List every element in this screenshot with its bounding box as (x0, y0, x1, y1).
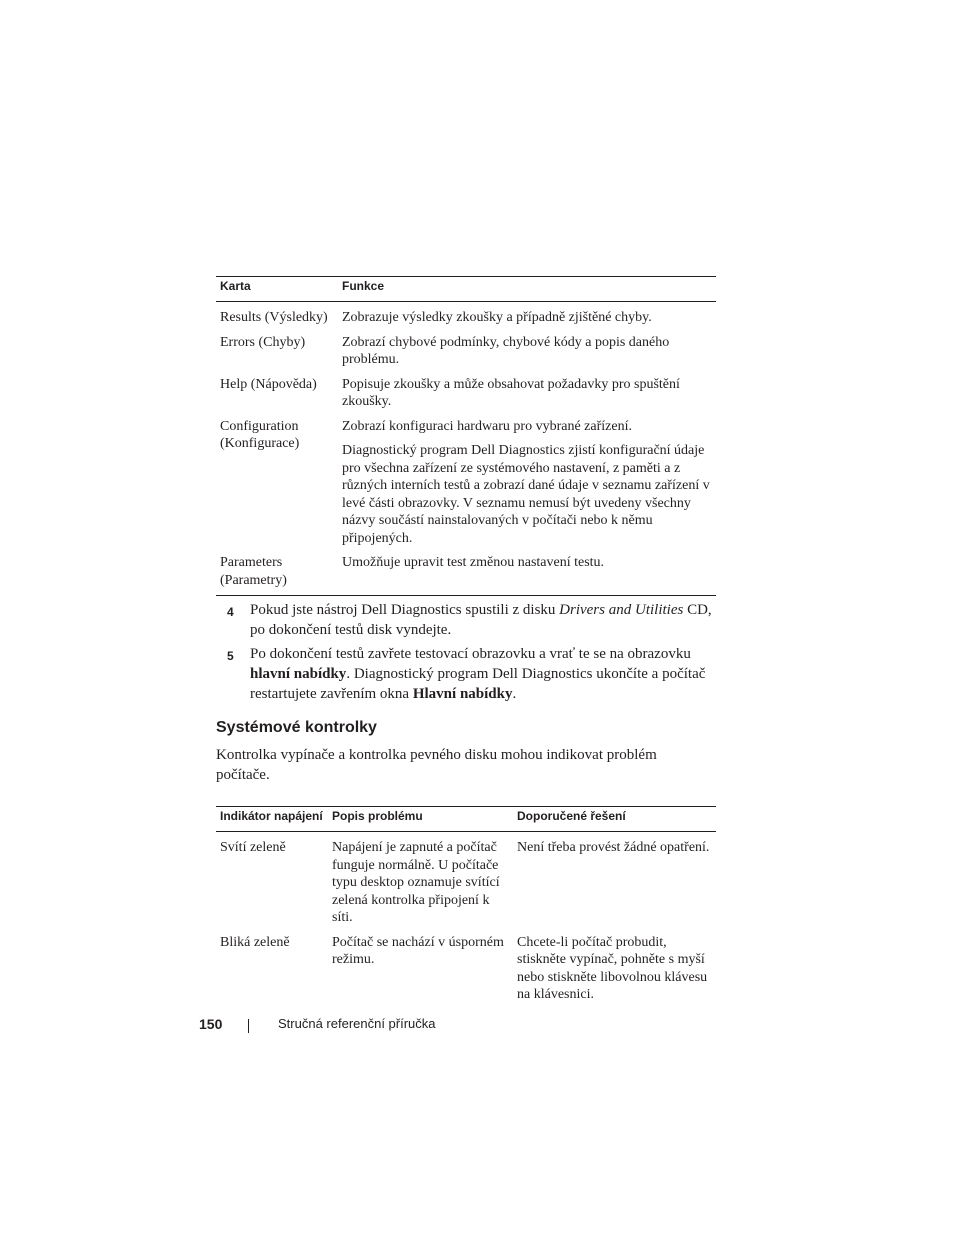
column-header: Funkce (338, 277, 716, 302)
power-indicator-cell: Svítí zeleně (220, 840, 286, 855)
table-header-row (216, 277, 716, 302)
recommended-solution-cell: Není třeba provést žádné opatření. (517, 840, 710, 855)
tabs-function-table (216, 276, 716, 596)
step-text-part: Pokud jste nástroj Dell Diagnostics spustili z disku (250, 602, 560, 618)
step-text-part: hlavní nabídky (250, 666, 347, 682)
column-header: Indikátor napájení (216, 807, 328, 832)
step-text-part: . (512, 686, 517, 702)
tab-function-cell (338, 376, 716, 418)
power-indicator-cell: Bliká zeleně (220, 934, 290, 950)
step-5 (216, 644, 726, 704)
problem-description-cell: Napájení je zapnuté a počítač funguje normálně. U počítače typu desktop oznamuje svítící zelená kontrolka připojení k síti. (332, 840, 500, 925)
table-header-row (216, 807, 716, 832)
footer-divider (248, 1019, 249, 1033)
table-row (216, 334, 716, 376)
page-number: 150 (199, 1016, 223, 1032)
table-row (216, 554, 716, 596)
tab-name-cell: Configuration (Konfigurace) (220, 418, 300, 451)
function-text: Zobrazí konfiguraci hardwaru pro vybrané zařízení. (342, 418, 632, 434)
step-number: 4 (227, 605, 234, 619)
system-lights-table (216, 806, 716, 1011)
tab-function-cell (338, 334, 716, 376)
step-number: 5 (227, 649, 234, 663)
tab-name-cell: Parameters (Parametry) (216, 554, 338, 596)
tab-name-cell: Errors (Chyby) (220, 334, 306, 350)
page-footer (0, 1016, 954, 1036)
tab-name-cell: Help (Nápověda) (220, 376, 317, 392)
table-row (216, 376, 716, 418)
step-text-part: CD, po dokončení testů disk vyndejte. (250, 602, 712, 638)
tab-function-cell (338, 418, 716, 555)
function-text: Diagnostický program Dell Diagnostics zjistí konfigurační údaje pro všechna zařízení ze systémového nastavení, z paměti a z různých interních testů a zobrazí dané údaje v seznamu zařízení v levé části obrazovky. V seznamu nemusí být uvedeny všechny názvy součástí nainstalovaných v počítači nebo k němu připojených. (342, 443, 710, 546)
section-heading: Systémové kontrolky (216, 719, 377, 736)
recommended-solution-cell: Chcete-li počítač probudit, stiskněte vypínač, pohněte s myší nebo stiskněte libovolnou klávesu na klávesnici. (517, 934, 708, 1002)
step-text (250, 600, 726, 640)
function-text: Popisuje zkoušky a může obsahovat požadavky pro spuštění zkoušky. (342, 376, 680, 409)
step-text-part: Drivers and Utilities (559, 602, 684, 618)
column-header: Karta (216, 277, 338, 302)
tab-name-cell: Results (Výsledky) (220, 310, 328, 325)
step-text-part: Po dokončení testů zavřete testovací obrazovku a vrať te se na obrazovku (250, 646, 691, 662)
function-text: Zobrazí chybové podmínky, chybové kódy a popis daného problému. (342, 334, 670, 367)
function-text: Umožňuje upravit test změnou nastavení testu. (342, 555, 605, 570)
step-text-part: . Diagnostický program Dell Diagnostics ukončíte a počítač restartujete zavřením okna (250, 666, 706, 702)
table-row (216, 832, 716, 934)
step-text (250, 644, 726, 704)
step-text-part: Hlavní nabídky (412, 686, 513, 702)
tab-function-cell (338, 554, 716, 596)
section-intro: Kontrolka vypínače a kontrolka pevného disku mohou indikovat problém počítače. (216, 747, 657, 783)
function-text: Zobrazuje výsledky zkoušky a případně zjištěné chyby. (342, 310, 652, 325)
step-4 (216, 600, 726, 640)
problem-description-cell: Počítač se nachází v úsporném režimu. (332, 934, 504, 967)
column-header: Doporučené řešení (513, 807, 716, 832)
tab-function-cell (338, 302, 716, 334)
column-header: Popis problému (328, 807, 513, 832)
table-row (216, 934, 716, 1011)
table-row (216, 302, 716, 334)
table-row (216, 418, 716, 555)
footer-title: Stručná referenční příručka (278, 1016, 436, 1031)
